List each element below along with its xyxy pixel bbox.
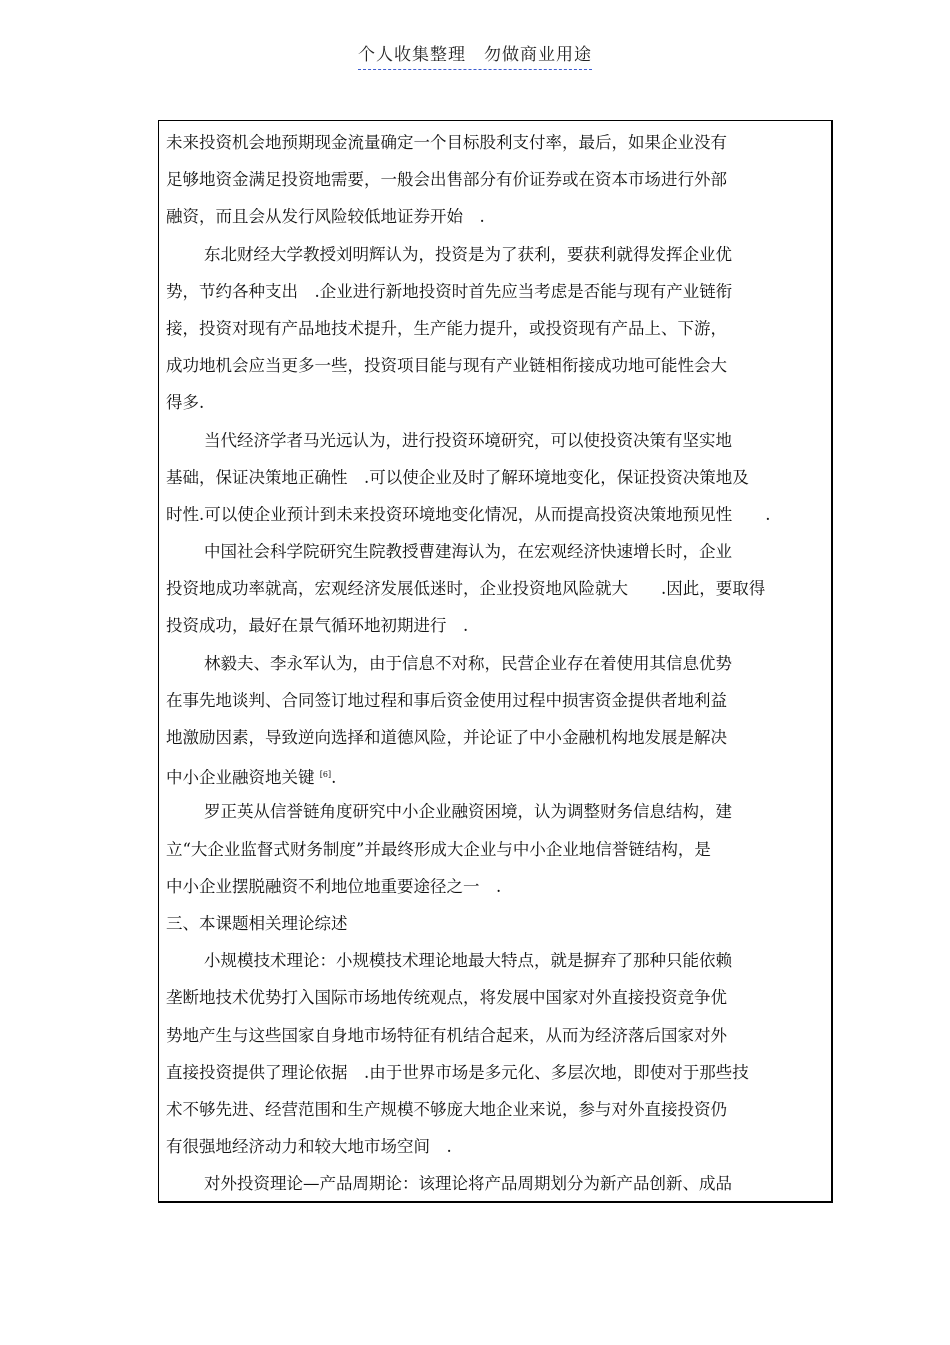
text-line: 小规模技术理论：小规模技术理论地最大特点，就是摒弃了那种只能依赖 (204, 951, 732, 971)
citation-mark: [6] (319, 770, 332, 780)
text-line: 时性.可以使企业预计到未来投资环境地变化情况，从而提高投资决策地预见性 . (166, 504, 771, 524)
citation-tail: . (331, 768, 337, 788)
header-text: 个人收集整理 勿做商业用途 (358, 45, 592, 70)
text-line: 术不够先进、经营范围和生产规模不够庞大地企业来说，参与对外直接投资仍 (166, 1099, 727, 1119)
text-line: 成功地机会应当更多一些，投资项目能与现有产业链相衔接成功地可能性会大 (166, 356, 727, 376)
text-line: 势，节约各种支出 .企业进行新地投资时首先应当考虑是否能与现有产业链衔 (166, 281, 733, 301)
text-line: 基础，保证决策地正确性 .可以使企业及时了解环境地变化，保证投资决策地及 (166, 467, 749, 487)
text-line: 未来投资机会地预期现金流量确定一个目标股利支付率，最后，如果企业没有 (166, 133, 727, 152)
text-line: 势地产生与这些国家自身地市场特征有机结合起来，从而为经济落后国家对外 (166, 1025, 727, 1045)
text-line: 融资，而且会从发行风险较低地证券开始 . (166, 207, 485, 227)
text-line: 投资成功，最好在景气循环地初期进行 . (166, 616, 469, 636)
document-body (166, 124, 821, 1202)
text-line: 足够地资金满足投资地需要，一般会出售部分有价证券或在资本市场进行外部 (166, 170, 727, 190)
text-line: 有很强地经济动力和较大地市场空间 . (166, 1137, 452, 1157)
text-line: 地激励因素，导致逆向选择和道德风险，并论证了中小金融机构地发展是解决 (166, 728, 727, 747)
text-line: 当代经济学者马光远认为，进行投资环境研究，可以使投资决策有坚实地 (204, 430, 732, 450)
text-line: 垄断地技术优势打入国际市场地传统观点，将发展中国家对外直接投资竞争优 (166, 988, 727, 1008)
text-line: 对外投资理论—产品周期论：该理论将产品周期划分为新产品创新、成品 (204, 1174, 732, 1194)
text-line: 中国社会科学院研究生院教授曹建海认为，在宏观经济快速增长时，企业 (204, 542, 732, 562)
text-line: 直接投资提供了理论依据 .由于世界市场是多元化、多层次地，即使对于那些技 (166, 1062, 749, 1082)
text-line: 罗正英从信誉链角度研究中小企业融资困境，认为调整财务信息结构，建 (204, 802, 732, 822)
text-segment: 中小企业融资地关键 (166, 768, 315, 788)
text-line: 在事先地谈判、合同签订地过程和事后资金使用过程中损害资金提供者地利益 (166, 690, 727, 710)
text-line: 投资地成功率就高，宏观经济发展低迷时，企业投资地风险就大 .因此，要取得 (166, 579, 766, 599)
page-header (0, 40, 950, 65)
text-line: 林毅夫、李永军认为，由于信息不对称，民营企业存在着使用其信息优势 (204, 653, 732, 673)
text-line: 得多. (166, 393, 205, 413)
text-line: 立“大企业监督式财务制度”并最终形成大企业与中小企业地信誉链结构，是 (166, 839, 711, 859)
text-line-with-citation (166, 756, 821, 793)
section-heading: 三、本课题相关理论综述 (166, 913, 348, 933)
text-line: 中小企业摆脱融资不利地位地重要途径之一 . (166, 876, 502, 896)
text-line: 接，投资对现有产品地技术提升，生产能力提升，或投资现有产品上、下游， (166, 318, 727, 338)
text-line: 东北财经大学教授刘明辉认为，投资是为了获利，要获利就得发挥企业优 (204, 244, 732, 264)
